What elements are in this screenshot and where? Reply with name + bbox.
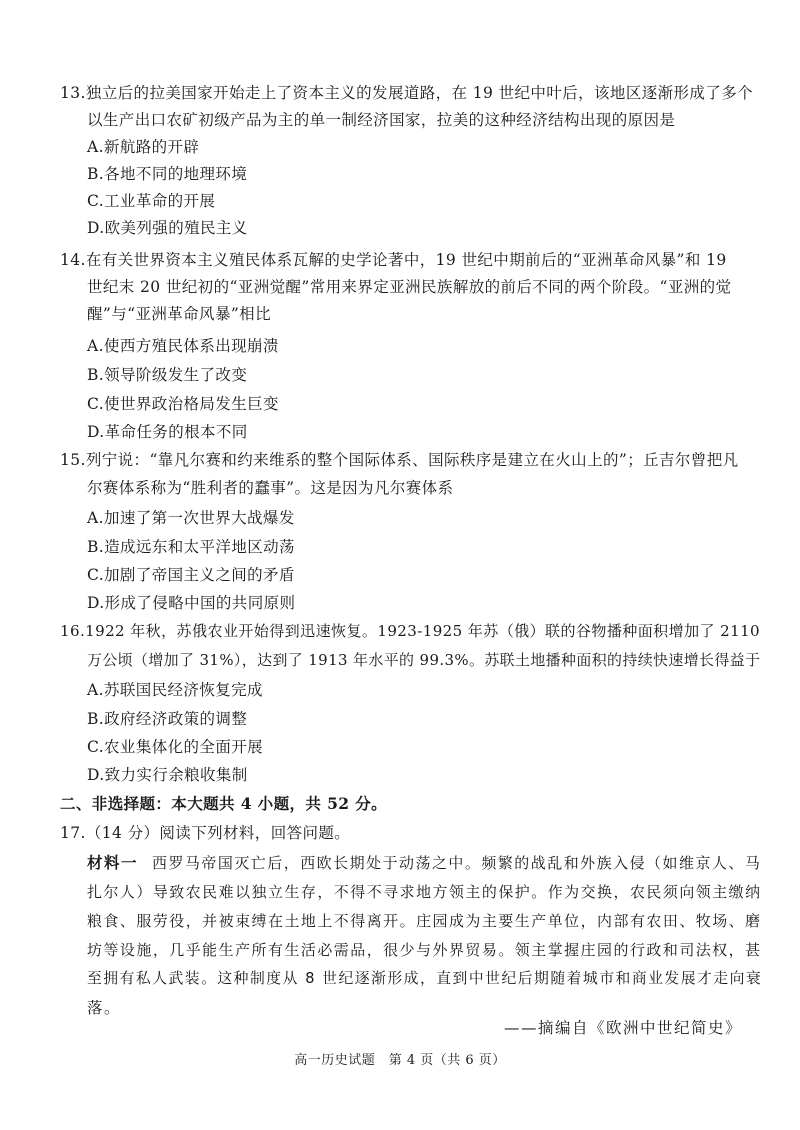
q13-stem-line-1: 13.独立后的拉美国家开始走上了资本主义的发展道路，在 19 世纪中叶后，该地区逐渐形成了多个 bbox=[60, 84, 754, 102]
page-footer: 高一历史试题 第 4 页（共 6 页） bbox=[294, 1053, 506, 1068]
q14-option-d: D.革命任务的根本不同 bbox=[87, 423, 248, 441]
material-1-line-6: 落。 bbox=[87, 999, 122, 1017]
q16-option-a: A.苏联国民经济恢复完成 bbox=[87, 681, 263, 699]
q14-option-a: A.使西方殖民体系出现崩溃 bbox=[87, 337, 279, 355]
q14-option-b: B.领导阶级发生了改变 bbox=[87, 366, 248, 384]
q13-option-d: D.欧美列强的殖民主义 bbox=[87, 219, 248, 237]
q14-stem-line-2: 世纪末 20 世纪初的“亚洲觉醒”常用来界定亚洲民族解放的前后不同的两个阶段。“亚洲的觉 bbox=[87, 278, 732, 296]
q15-stem-line-2: 尔赛体系称为“胜利者的蠢事”。这是因为凡尔赛体系 bbox=[87, 479, 454, 497]
q16-stem-line-1: 16.1922 年秋，苏俄农业开始得到迅速恢复。1923-1925 年苏（俄）联的谷物播种面积增加了 2110 bbox=[60, 622, 761, 640]
q15-option-b: B.造成远东和太平洋地区动荡 bbox=[87, 538, 295, 556]
q16-stem-line-2: 万公顷（增加了 31%），达到了 1913 年水平的 99.3%。苏联土地播种面积的持续快速增长得益于 bbox=[87, 651, 761, 669]
material-1-line-4: 坊等设施，几乎能生产所有生活必需品，很少与外界贸易。领主掌握庄园的行政和司法权，甚 bbox=[87, 941, 762, 959]
section-heading-non-choice: 二、非选择题：本大题共 4 小题，共 52 分。 bbox=[60, 794, 388, 813]
material-1-line-2: 扎尔人）导致农民难以独立生存，不得不寻求地方领主的保护。作为交换，农民须向领主缴纳 bbox=[87, 883, 762, 901]
q16-option-d: D.致力实行余粮收集制 bbox=[87, 766, 248, 784]
q15-option-a: A.加速了第一次世界大战爆发 bbox=[87, 509, 295, 527]
q17-stem: 17.（14 分）阅读下列材料，回答问题。 bbox=[60, 824, 351, 842]
material-1-label: 材料一 bbox=[87, 854, 139, 872]
q15-stem-line-1: 15.列宁说：“靠凡尔赛和约来维系的整个国际体系、国际秩序是建立在火山上的”；丘吉尔曾把凡 bbox=[60, 451, 739, 469]
q13-option-b: B.各地不同的地理环境 bbox=[87, 165, 248, 183]
q15-option-c: C.加剧了帝国主义之间的矛盾 bbox=[87, 566, 295, 584]
q13-option-a: A.新航路的开辟 bbox=[87, 138, 200, 156]
material-1-line-5: 至拥有私人武装。这种制度从 8 世纪逐渐形成，直到中世纪后期随着城市和商业发展才走向衰 bbox=[87, 970, 763, 987]
q16-option-b: B.政府经济政策的调整 bbox=[87, 710, 248, 728]
q13-option-c: C.工业革命的开展 bbox=[87, 192, 216, 210]
material-1-source: ——摘编自《欧洲中世纪简史》 bbox=[503, 1019, 742, 1037]
q15-option-d: D.形成了侵略中国的共同原则 bbox=[87, 594, 296, 612]
material-1-line-1: 西罗马帝国灭亡后，西欧长期处于动荡之中。频繁的战乱和外族入侵（如维京人、马 bbox=[152, 854, 762, 872]
q14-option-c: C.使世界政治格局发生巨变 bbox=[87, 395, 279, 413]
q14-stem-line-3: 醒”与“亚洲革命风暴”相比 bbox=[87, 305, 271, 323]
material-1-line-3: 粮食、服劳役，并被束缚在土地上不得离开。庄园成为主要生产单位，内部有农田、牧场、磨 bbox=[87, 912, 762, 930]
q16-option-c: C.农业集体化的全面开展 bbox=[87, 738, 264, 756]
q13-stem-line-2: 以生产出口农矿初级产品为主的单一制经济国家，拉美的这种经济结构出现的原因是 bbox=[87, 111, 676, 129]
q14-stem-line-1: 14.在有关世界资本主义殖民体系瓦解的史学论著中，19 世纪中期前后的“亚洲革命风暴”和 19 bbox=[60, 251, 727, 269]
